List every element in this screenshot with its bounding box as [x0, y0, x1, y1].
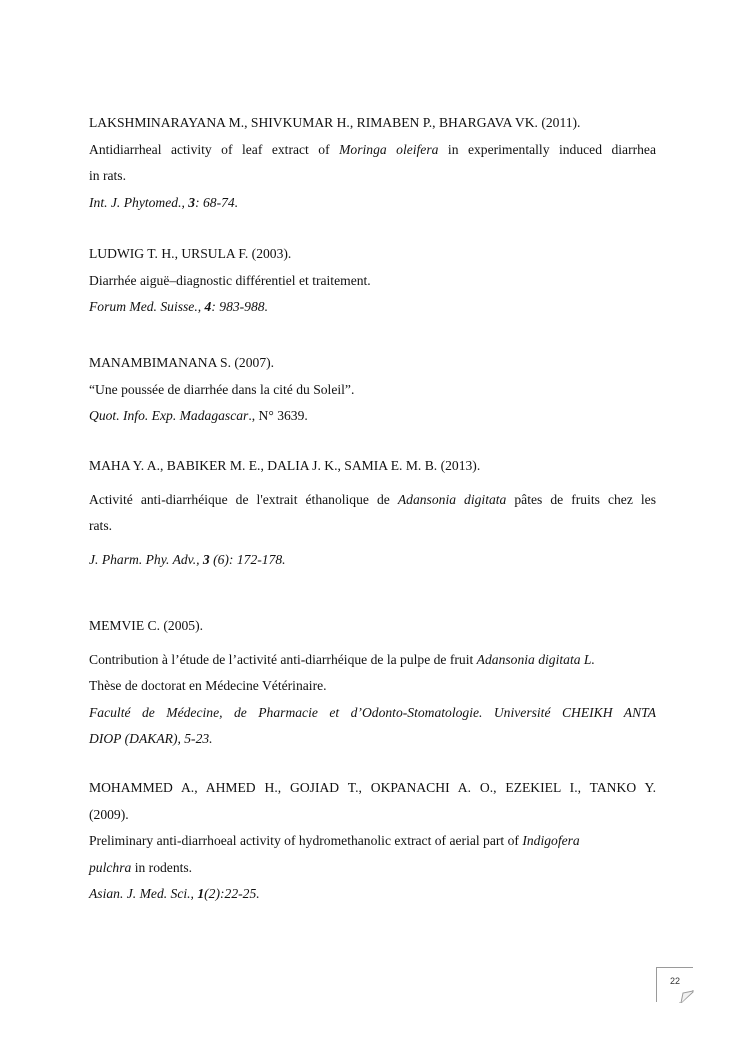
reference-journal: Int. J. Phytomed., 3: 68-74. — [89, 194, 239, 210]
reference-authors: MANAMBIMANANA S. (2007). — [89, 355, 275, 370]
reference-title: Contribution à l’étude de l’activité anti-diarrhéique de la pulpe de fruit Adansonia digitata L. — [89, 651, 595, 667]
reference-title-cont: Thèse de doctorat en Médecine Vétérinaire. — [89, 678, 327, 693]
reference-journal: Forum Med. Suisse., 4: 983-988. — [89, 299, 268, 314]
reference-entry — [89, 350, 656, 430]
reference-entry — [89, 241, 656, 321]
reference-entry — [89, 775, 656, 908]
reference-journal: Quot. Info. Exp. Madagascar., N° 3639. — [89, 408, 308, 423]
reference-title: “Une poussée de diarrhée dans la cité du Soleil”. — [89, 381, 355, 397]
reference-entry — [89, 613, 656, 753]
reference-authors: LAKSHMINARAYANA M., SHIVKUMAR H., RIMABEN P., BHARGAVA VK. (2011). — [89, 115, 581, 130]
reference-title-cont: pulchra in rodents. — [89, 859, 193, 875]
reference-title: Activité anti-diarrhéique de l'extrait éthanolique de Adansonia digitata pâtes de fruits chez les — [89, 491, 656, 507]
reference-authors-cont: (2009). — [89, 806, 129, 822]
reference-journal: J. Pharm. Phy. Adv., 3 (6): 172-178. — [89, 551, 286, 567]
reference-entry — [89, 453, 656, 573]
reference-title-cont: rats. — [89, 518, 113, 533]
reference-title-cont: in rats. — [89, 168, 126, 183]
page-number: 22 — [669, 976, 680, 986]
reference-entry — [89, 110, 656, 216]
reference-title: Antidiarrheal activity of leaf extract of Moringa oleifera in experimentally induced diarrhea — [89, 141, 656, 157]
reference-title: Preliminary anti-diarrhoeal activity of hydromethanolic extract of aerial part of Indigofera — [89, 833, 580, 848]
reference-journal: Faculté de Médecine, de Pharmacie et d’Odonto-Stomatologie. Université CHEIKH ANTA — [89, 704, 656, 720]
reference-title: Diarrhée aiguë–diagnostic différentiel et traitement. — [89, 272, 371, 288]
reference-authors: MOHAMMED A., AHMED H., GOJIAD T., OKPANACHI A. O., EZEKIEL I., TANKO Y. — [89, 780, 656, 795]
reference-authors: LUDWIG T. H., URSULA F. (2003). — [89, 246, 292, 261]
reference-journal-cont: DIOP (DAKAR), 5-23. — [89, 731, 213, 746]
reference-authors: MAHA Y. A., BABIKER M. E., DALIA J. K., SAMIA E. M. B. (2013). — [89, 458, 481, 473]
reference-journal: Asian. J. Med. Sci., 1(2):22-25. — [89, 886, 260, 901]
page-number-box — [656, 967, 693, 1002]
reference-authors: MEMVIE C. (2005). — [89, 618, 204, 633]
